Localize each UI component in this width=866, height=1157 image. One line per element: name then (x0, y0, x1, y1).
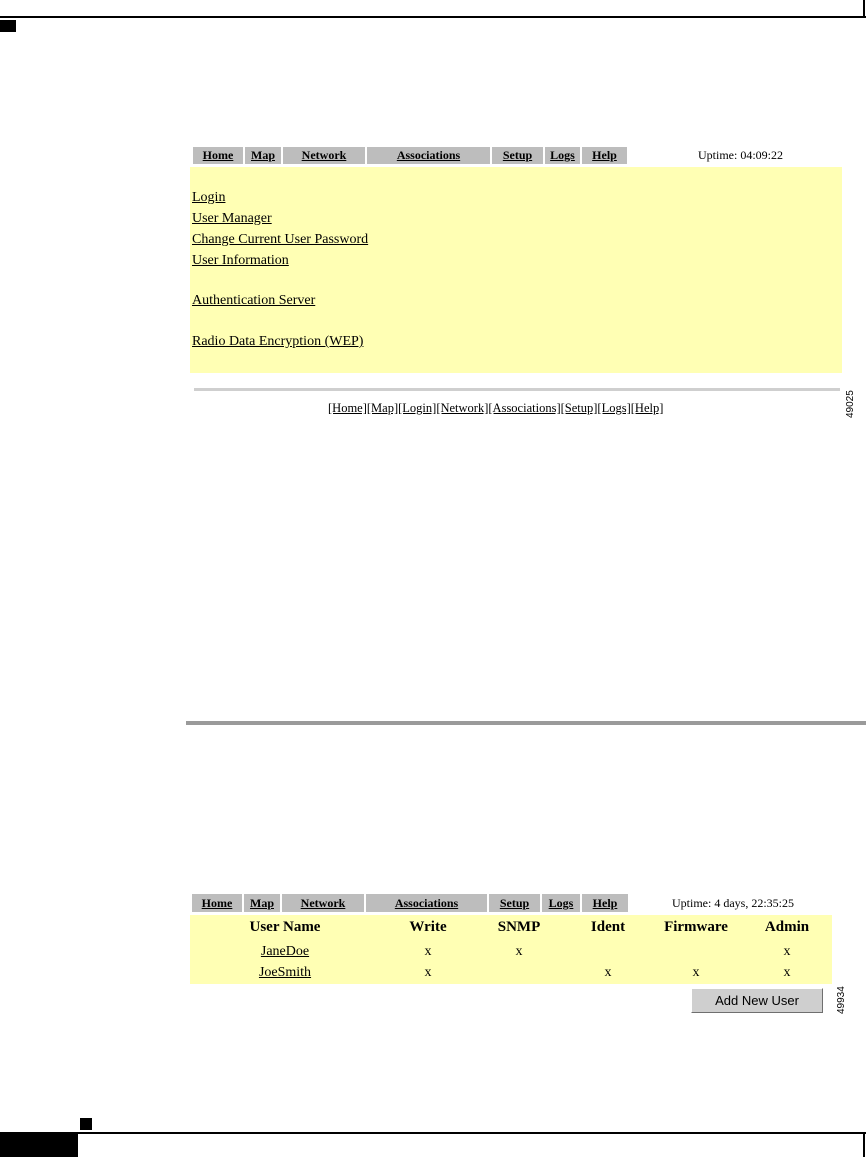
bottom-link-setup[interactable]: [Setup] (560, 401, 598, 415)
figure-id: 49025 (845, 390, 856, 418)
link-user-manager[interactable]: User Manager (192, 211, 272, 226)
bottom-link-map[interactable]: [Map] (366, 401, 399, 415)
nav-logs[interactable]: Logs (542, 894, 582, 912)
user-table (190, 915, 832, 984)
nav-logs[interactable]: Logs (545, 147, 582, 164)
col-header-snmp: SNMP (497, 919, 541, 935)
link-change-password[interactable]: Change Current User Password (192, 232, 369, 247)
user-link-joesmith[interactable]: JoeSmith (258, 965, 312, 980)
nav-associations[interactable]: Associations (367, 147, 492, 164)
bottom-nav-links (328, 401, 663, 416)
link-authentication-server[interactable]: Authentication Server (192, 293, 316, 308)
uptime-label: Uptime: 4 days, 22:35:25 (672, 896, 794, 910)
nav-associations[interactable]: Associations (366, 894, 489, 912)
footer-mark (80, 1118, 92, 1130)
cell-snmp: x (515, 944, 523, 959)
cell-write: x (424, 944, 432, 959)
add-new-user-button[interactable]: Add New User (691, 988, 823, 1013)
link-user-information[interactable]: User Information (192, 253, 289, 268)
cell-firmware: x (692, 965, 700, 980)
top-nav-bar (193, 147, 627, 164)
cell-ident: x (604, 965, 612, 980)
nav-help[interactable]: Help (582, 147, 627, 164)
nav-home[interactable]: Home (193, 147, 245, 164)
col-header-firmware: Firmware (664, 919, 728, 935)
link-radio-data-encryption[interactable]: Radio Data Encryption (WEP) (192, 334, 364, 349)
nav-setup[interactable]: Setup (489, 894, 542, 912)
nav-network[interactable]: Network (283, 147, 367, 164)
footer-tick (863, 1134, 865, 1157)
footer-rule (78, 1132, 866, 1134)
bottom-link-associations[interactable]: [Associations] (488, 401, 561, 415)
nav-network[interactable]: Network (282, 894, 366, 912)
nav-help[interactable]: Help (582, 894, 628, 912)
figure-id: 49934 (836, 986, 847, 1014)
col-header-admin: Admin (764, 919, 810, 935)
top-nav-bar (192, 894, 628, 912)
col-header-ident: Ident (590, 919, 626, 935)
section-rule (186, 721, 866, 725)
corner-mark (0, 20, 16, 32)
bottom-link-help[interactable]: [Help] (630, 401, 664, 415)
header-tick (863, 0, 865, 18)
col-header-write: Write (409, 919, 447, 935)
cell-admin: x (783, 965, 791, 980)
bottom-link-logs[interactable]: [Logs] (597, 401, 631, 415)
divider (194, 388, 840, 391)
cell-write: x (424, 965, 432, 980)
bottom-link-login[interactable]: [Login] (398, 401, 437, 415)
security-menu-panel (190, 167, 842, 373)
nav-home[interactable]: Home (192, 894, 244, 912)
nav-map[interactable]: Map (244, 894, 282, 912)
uptime-label: Uptime: 04:09:22 (698, 148, 783, 162)
link-login[interactable]: Login (192, 190, 226, 205)
col-header-user-name: User Name (249, 919, 321, 935)
header-rule (0, 16, 866, 18)
bottom-link-home[interactable]: [Home] (328, 401, 367, 415)
bottom-link-network[interactable]: [Network] (436, 401, 489, 415)
nav-map[interactable]: Map (245, 147, 283, 164)
user-link-janedoe[interactable]: JaneDoe (260, 944, 310, 959)
nav-setup[interactable]: Setup (492, 147, 545, 164)
cell-admin: x (783, 944, 791, 959)
footer-tab (0, 1132, 78, 1157)
